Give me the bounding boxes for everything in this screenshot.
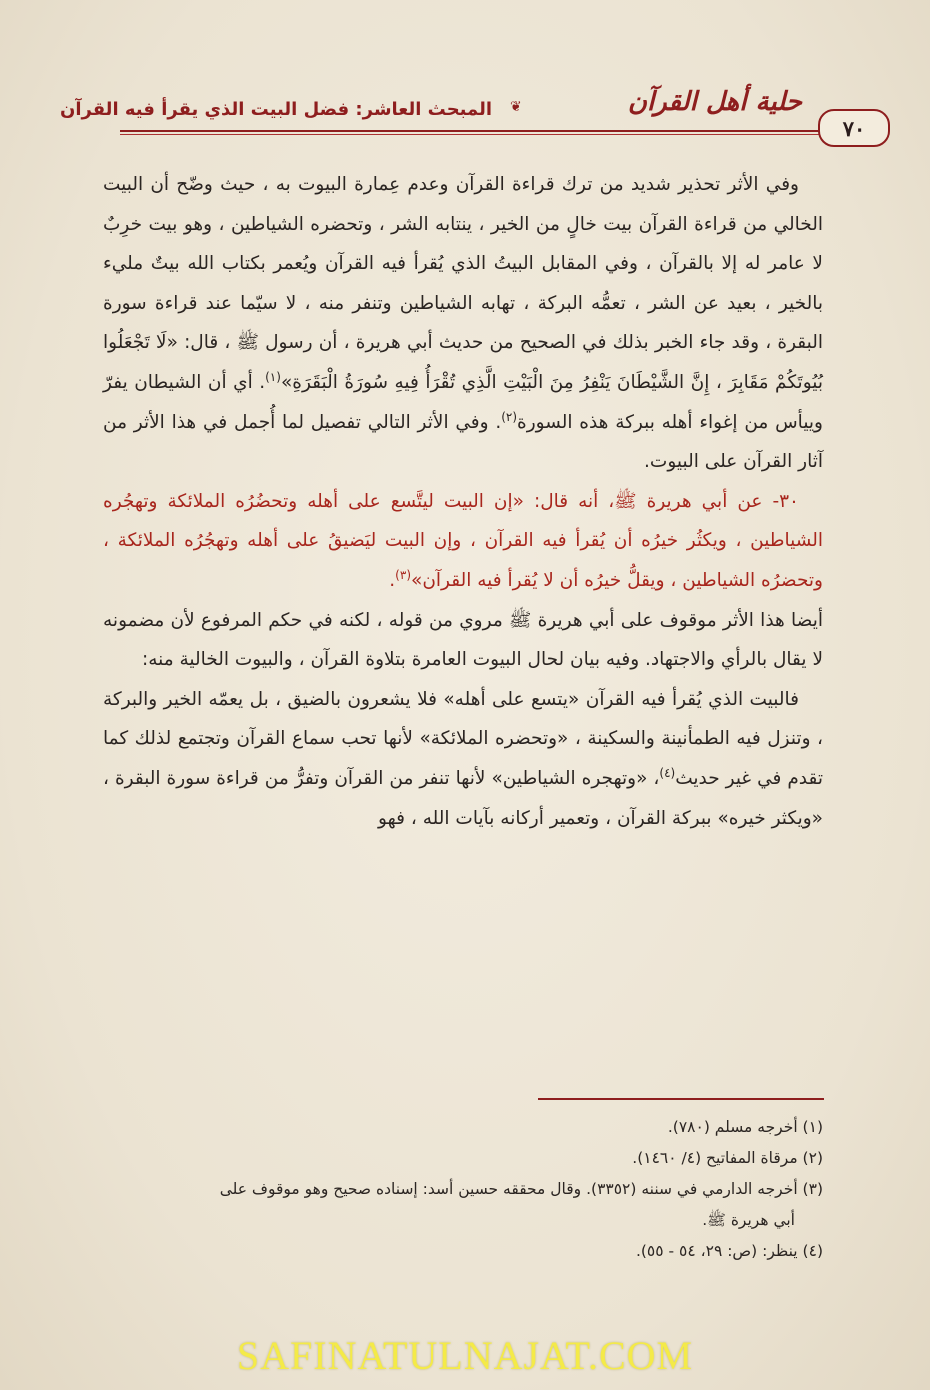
page-header — [60, 85, 880, 155]
ornament-icon: ❦ — [510, 99, 522, 115]
footnote-ref-4: (٤) — [659, 765, 676, 780]
footnote-3: (٣) أخرجه الدارمي في سننه (٣٣٥٢). وقال محققه حسين أسد: إسناده صحيح وهو موقوف على — [219, 1180, 823, 1198]
footnote-ref-3: (٣) — [395, 567, 411, 582]
watermark: SAFINATULNAJAT.COM — [236, 1333, 694, 1378]
footnote-4: (٤) ينظر: (ص: ٢٩، ٥٤ - ٥٥). — [635, 1242, 823, 1260]
header-rule — [120, 130, 880, 132]
paragraph-4: فالبيت الذي يُقرأ فيه القرآن «يتسع على أهله» فلا يشعرون بالضيق ، بل يعمّه الخير والبركة ، وتنزل فيه الطمأنينة والسكينة ، «وتحضره الملائكة» لأنها تحب سماع القرآن وتجتمع لذلك كما تقدم في غير حديث$^{(٤)}$، «وتهجره الشياطين» لأنها تنفر من القرآن وتفرُّ من قراءة سورة البقرة ، «ويكثر خيره» ببركة القرآن ، وتعمير أركانه بآيات الله ، فهو — [103, 688, 823, 829]
footnote-1: (١) أخرجه مسلم (٧٨٠). — [667, 1118, 823, 1136]
header-rule-thin — [120, 134, 880, 135]
section-title: المبحث العاشر: فضل البيت الذي يقرأ فيه القرآن — [60, 99, 493, 120]
paragraph-1: وفي الأثر تحذير شديد من ترك قراءة القرآن وعدم عِمارة البيوت به ، حيث وضّح أن البيت الخالي من قراءة القرآن بيت خالٍ من الخير ، ينتابه الشر ، وتحضره الشياطين ، وهو بيت خرِبٌ لا عامر له إلا بالقرآن ، وفي المقابل البيتُ الذي يُقرأ فيه القرآن ويُعمر بكتاب الله بيتٌ مليء بالخير ، بعيد عن الشر ، تعمُّه البركة ، تهابه الشياطين وتنفر منه ، لا سيّما عند قراءة سورة البقرة ، وقد جاء الخبر بذلك في الصحيح من حديث أبي هريرة ، أن رسول ﷺ ، قال: «لَا تَجْعَلُوا بُيُوتَكُمْ مَقَابِرَ ، إِنَّ الشَّيْطَانَ يَنْفِرُ مِنَ الْبَيْتِ الَّذِي تُقْرَأُ فِيهِ سُورَةُ الْبَقَرَةِ»$^{(١)}$. أي أن الشيطان يفرّ وييأس من إغواء أهله ببركة هذه السورة$^{(٢)}$. وفي الأثر التالي تفصيل لما أُجمل في هذا الأثر من آثار القرآن على البيوت. — [103, 174, 823, 473]
footnote-2: (٢) مرقاة المفاتيح (٤/ ١٤٦٠). — [632, 1149, 823, 1167]
footnote-separator — [538, 1098, 824, 1100]
book-title: حلية أهل القرآن — [627, 87, 802, 117]
footnote-3-cont: أبي هريرة ﷺ. — [702, 1211, 795, 1229]
footnote-ref-2: (٢) — [501, 409, 518, 424]
hadith-paragraph: ٣٠- عن أبي هريرة ﷺ، أنه قال: «إن البيت ليتَّسع على أهله وتحضُرُه الملائكة وتهجُره الشياطين ، ويكثُر خيرُه أن يُقرأ فيه القرآن ، وإن البيت ليَضيقُ على أهله وتهجُرُه الملائكة ، وتحضرُه الشياطين ، ويقلُّ خيرُه أن لا يُقرأ فيه القرآن»$^{(٣)}$. — [103, 490, 823, 591]
body-text — [103, 165, 823, 838]
footnote-ref-1: (١) — [265, 369, 281, 384]
paragraph-3: أيضا هذا الأثر موقوف على أبي هريرة ﷺ مروي من قوله ، لكنه في حكم المرفوع لأن مضمونه لا يقال بالرأي والاجتهاد. وفيه بيان لحال البيوت العامرة بتلاوة القرآن ، والبيوت الخالية منه: — [103, 609, 823, 671]
footnotes — [103, 1112, 823, 1267]
page-number: ٧٠ — [818, 109, 890, 147]
